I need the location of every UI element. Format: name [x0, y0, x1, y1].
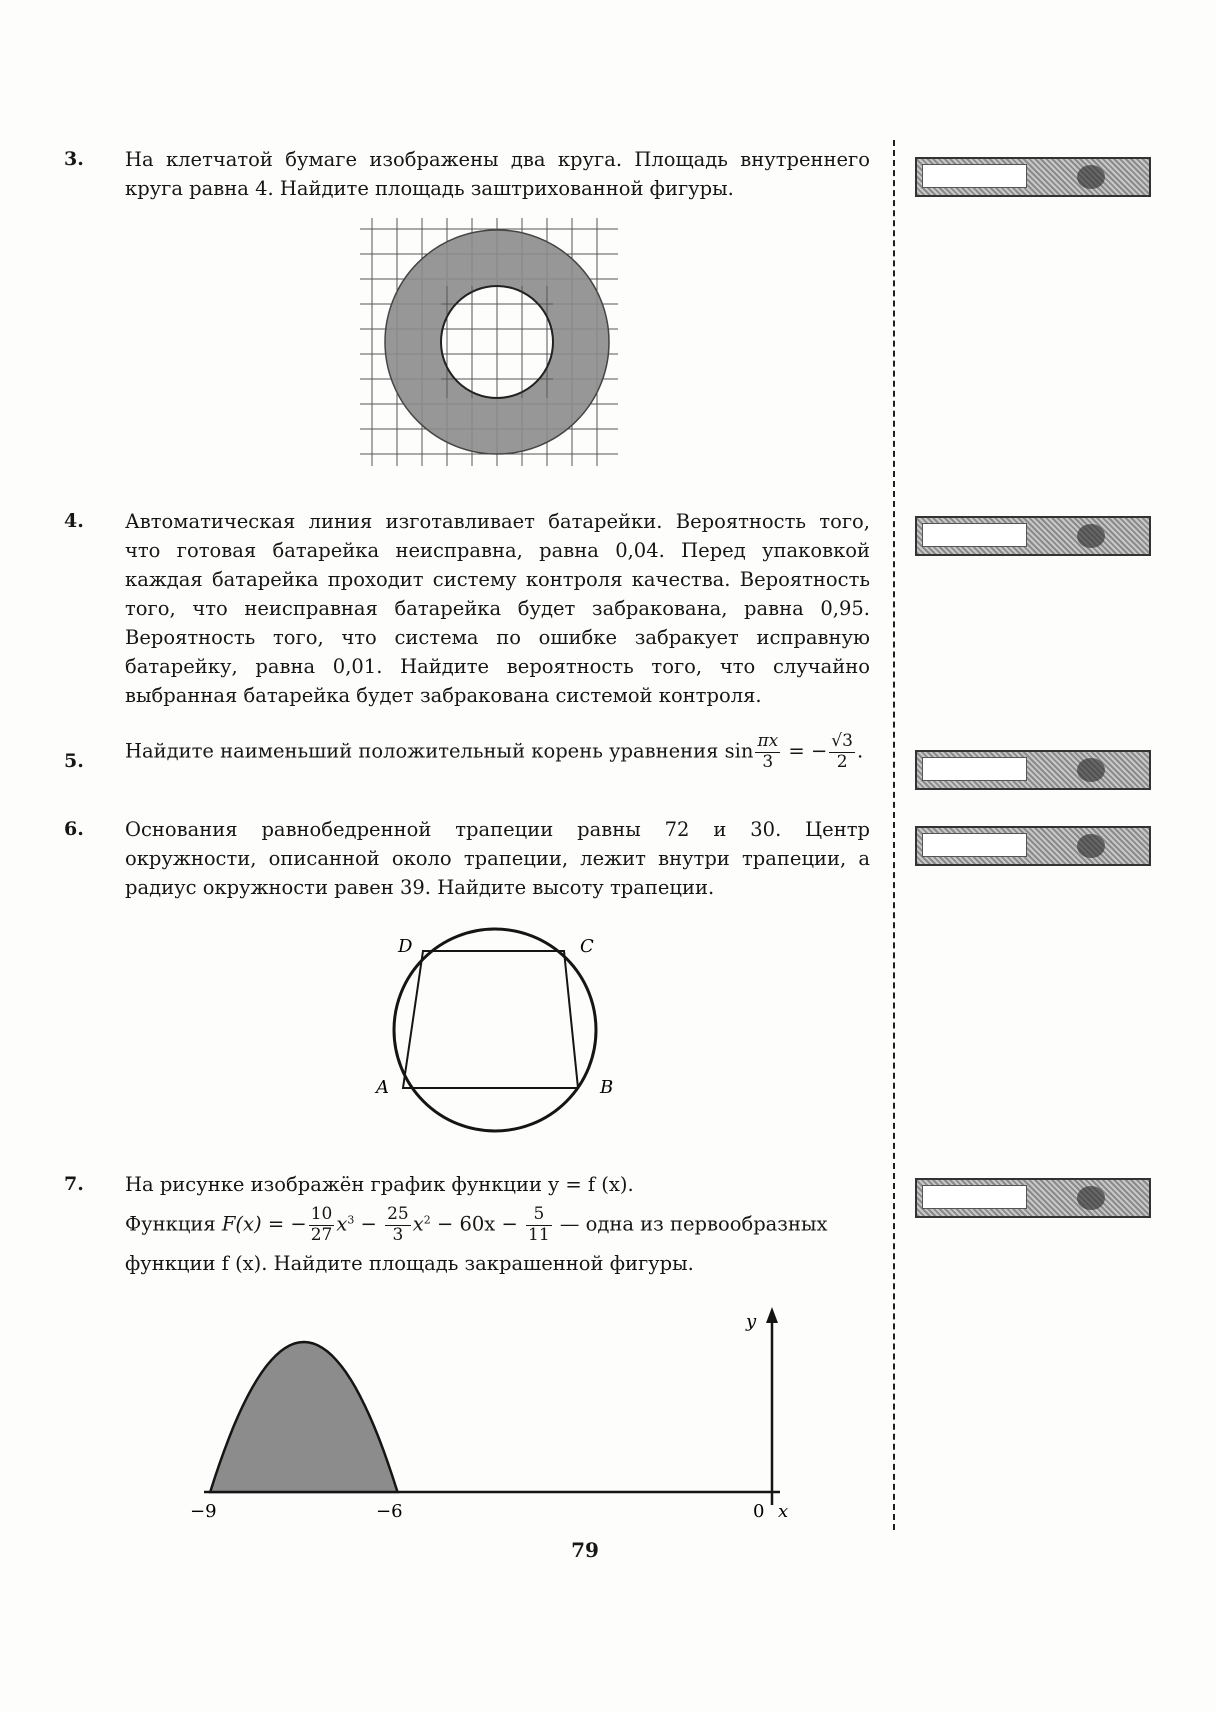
task-4-paragraph: Автоматическая линия изготавливает батарейки. Вероятность того, что готовая батарейка неисправна, равна 0,04. Перед упаковкой каждая батарейка проходит систему контроля качества. Вероятность того, что неисправная батарейка будет забракована, равна 0,95. Вероятность того, что система по ошибке забракует исправную батарейку, равна 0,01. Найдите вероятность того, что случайно выбранная батарейка будет забракована системой контроля.: [125, 510, 870, 707]
task-6-answer-stamp: [1077, 834, 1105, 858]
task-3-number: 3.: [64, 148, 84, 170]
task-7-line-1: На рисунке изображён график функции y = f (x).: [125, 1173, 634, 1196]
task-7-coef-3: [526, 1205, 552, 1245]
task-5-answer-field[interactable]: [922, 757, 1027, 781]
task-5-answer-box[interactable]: [915, 750, 1151, 790]
task-4-number: 4.: [64, 510, 84, 532]
task-7-x-1: x: [336, 1212, 348, 1236]
task-5-rhs-denominator: 2: [836, 751, 848, 772]
origin-label: 0: [753, 1501, 765, 1522]
task-7-answer-stamp: [1077, 1186, 1105, 1210]
task-5-rhs-numerator: √3: [831, 731, 853, 751]
task-4-answer-field[interactable]: [922, 523, 1027, 547]
task-5-rhs-fraction: [829, 732, 855, 772]
task-7-text: [125, 1170, 870, 1278]
task-7-F: F(x) = −: [221, 1212, 307, 1236]
two-circles-grid-figure: [360, 218, 618, 466]
function-graph-figure: [190, 1305, 810, 1525]
task-5-argument-numerator: πx: [757, 731, 779, 751]
task-5-statement: Найдите наименьший положительный корень уравнения: [125, 739, 719, 763]
tick-label-minus-9: −9: [190, 1501, 217, 1522]
task-4-text: [125, 507, 870, 710]
task-7-coef-2-numerator: 25: [387, 1204, 409, 1224]
task-7-coef-1-denominator: 27: [310, 1224, 333, 1245]
task-3-answer-box[interactable]: [915, 157, 1151, 197]
task-7-minus-2: − 60x −: [430, 1212, 525, 1236]
task-7-tail: — одна из первообразных: [553, 1212, 828, 1236]
task-5-equals: = −: [782, 739, 828, 763]
task-4-answer-box[interactable]: [915, 516, 1151, 556]
task-5-number: 5.: [64, 750, 84, 772]
task-7-power-2: 2: [423, 1213, 431, 1227]
task-7-coef-3-denominator: 11: [528, 1224, 550, 1245]
task-3-answer-field[interactable]: [922, 164, 1027, 188]
task-5-argument-fraction: [755, 732, 780, 772]
task-6-number: 6.: [64, 818, 84, 840]
label-a: A: [376, 1077, 389, 1098]
task-4-answer-stamp: [1077, 524, 1105, 548]
task-7-minus-1: −: [354, 1212, 384, 1236]
task-6-answer-box[interactable]: [915, 826, 1151, 866]
task-5-answer-stamp: [1077, 758, 1105, 782]
task-7-coef-3-numerator: 5: [526, 1205, 552, 1226]
task-7-coef-2: [385, 1205, 411, 1245]
y-axis-label: y: [746, 1311, 757, 1332]
label-c: C: [580, 936, 594, 957]
task-3-text: [125, 145, 870, 203]
label-d: D: [398, 936, 413, 957]
task-7-x-2: x: [412, 1212, 424, 1236]
task-5-period: .: [856, 739, 864, 763]
task-7-line-3: функции f (x). Найдите площадь закрашенной фигуры.: [125, 1252, 694, 1276]
task-6-answer-field[interactable]: [922, 833, 1027, 857]
task-7-answer-box[interactable]: [915, 1178, 1151, 1218]
shaded-region: [210, 1342, 397, 1492]
task-5-sin: sin: [724, 739, 754, 763]
task-7-answer-field[interactable]: [922, 1185, 1027, 1209]
task-5-argument-denominator: 3: [762, 751, 774, 772]
task-7-coef-1: [309, 1205, 335, 1245]
answer-column-divider: [893, 140, 895, 1530]
task-3-answer-stamp: [1077, 165, 1105, 189]
task-6-paragraph: Основания равнобедренной трапеции равны 72 и 30. Центр окружности, описанной около трапеции, лежит внутри трапеции, а радиус окружности равен 39. Найдите высоту трапеции.: [125, 818, 870, 899]
task-7-coef-1-numerator: 10: [310, 1204, 333, 1224]
task-7-func-word: Функция: [125, 1212, 216, 1236]
x-axis-label: x: [778, 1501, 789, 1522]
task-7-power-3: 3: [347, 1213, 355, 1227]
inscribed-trapezoid-figure: [370, 918, 620, 1136]
y-axis-arrow: [766, 1307, 778, 1323]
trapezoid-abcd: [403, 951, 578, 1088]
page-number: 79: [571, 1538, 599, 1562]
task-6-text: [125, 815, 870, 902]
tick-label-minus-6: −6: [376, 1501, 403, 1522]
task-7-coef-2-denominator: 3: [392, 1224, 404, 1245]
label-b: B: [600, 1077, 614, 1098]
task-5-text: [125, 732, 870, 772]
task-3-paragraph: На клетчатой бумаге изображены два круга. Площадь внутреннего круга равна 4. Найдите площадь заштрихованной фигуры.: [125, 148, 870, 200]
task-7-line-2: [125, 1205, 870, 1245]
task-7-number: 7.: [64, 1173, 84, 1195]
